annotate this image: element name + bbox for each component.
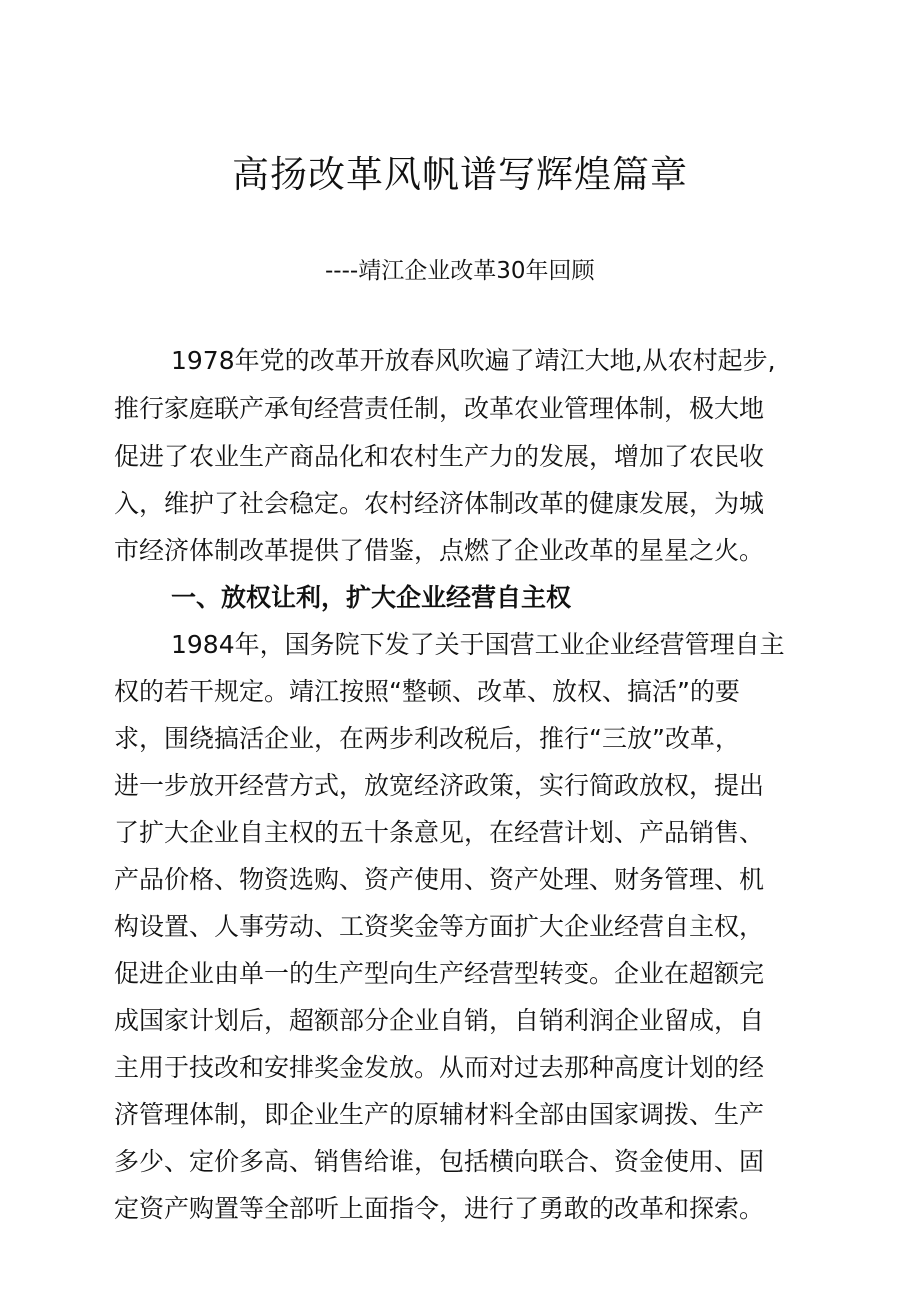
text-line: 1978年党的改革开放春风吹遍了靖江大地,从农村起步,	[171, 346, 776, 375]
text-line: 进一步放开经营方式，放宽经济政策，实行简政放权，提出	[114, 771, 765, 800]
document-subtitle: ----靖江企业改革30年回顾	[325, 258, 595, 284]
text-line: 市经济体制改革提供了借鉴，点燃了企业改革的星星之火。	[114, 536, 765, 565]
text-line: 定资产购置等全部听上面指令，进行了勇敢的改革和探索。	[114, 1194, 765, 1223]
text-line: 成国家计划后，超额部分企业自销，自销利润企业留成，自	[114, 1006, 765, 1035]
text-line: 入，维护了社会稳定。农村经济体制改革的健康发展，为城	[114, 489, 765, 518]
text-line: 促进了农业生产商品化和农村生产力的发展，增加了农民收	[114, 442, 765, 471]
text-line: 权的若干规定。靖江按照“整顿、改革、放权、搞活”的要	[114, 677, 740, 706]
text-line: 产品价格、物资选购、资产使用、资产处理、财务管理、机	[114, 865, 765, 894]
text-line: 求，围绕搞活企业，在两步利改税后，推行“三放”改革，	[114, 724, 740, 753]
text-line: 促进企业由单一的生产型向生产经营型转变。企业在超额完	[114, 959, 765, 988]
text-line: 了扩大企业自主权的五十条意见，在经营计划、产品销售、	[114, 818, 765, 847]
text-line: 1984年，国务院下发了关于国营工业企业经营管理自主	[171, 630, 785, 659]
text-line: 济管理体制，即企业生产的原辅材料全部由国家调拨、生产	[114, 1100, 765, 1129]
text-line: 多少、定价多高、销售给谁，包括横向联合、资金使用、固	[114, 1147, 765, 1176]
text-line: 构设置、人事劳动、工资奖金等方面扩大企业经营自主权，	[114, 912, 765, 941]
text-line: 主用于技改和安排奖金发放。从而对过去那种高度计划的经	[114, 1053, 765, 1082]
text-line: 推行家庭联产承旬经营责任制，改革农业管理体制，极大地	[114, 394, 765, 423]
section-heading: 一、放权让利，扩大企业经营自主权	[171, 583, 572, 612]
document-title: 高扬改革风帆谱写辉煌篇章	[232, 153, 688, 196]
